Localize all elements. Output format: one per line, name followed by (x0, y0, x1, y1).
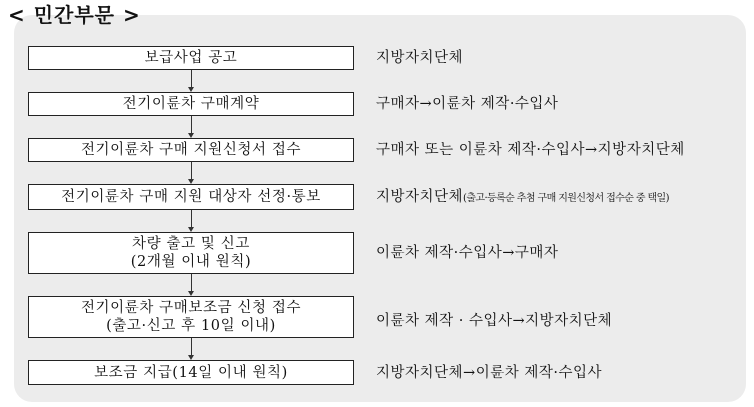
step-3-text: 전기이륜차 구매 지원신청서 접수 (80, 142, 302, 158)
flow-arrow-2 (183, 116, 199, 138)
step-7-actor-text: 지방자치단체→이륜차 제작·수입사 (376, 365, 602, 381)
step-2-actor-text: 구매자→이륜차 제작·수입사 (376, 96, 559, 112)
step-6-actor-text: 이륜차 제작 · 수입사→지방자치단체 (376, 313, 613, 329)
flow-arrow-3 (183, 162, 199, 184)
step-6-text-line-2: (출고·신고 후 10일 이내) (106, 318, 276, 334)
step-box-1 (28, 46, 354, 70)
step-6-actor (376, 312, 612, 330)
step-box-5 (28, 232, 354, 274)
step-5-text-line-2: (2개월 이내 원칙) (130, 254, 252, 270)
step-4-actor (376, 188, 669, 208)
step-1-actor (376, 49, 463, 67)
step-box-4 (28, 184, 354, 210)
step-box-6 (28, 296, 354, 338)
step-4-actor-text: 지방자치단체 (376, 189, 464, 205)
step-4-text: 전기이륜차 구매 지원 대상자 선정·통보 (61, 189, 321, 205)
step-6-text-line-1: 전기이륜차 구매보조금 신청 접수 (80, 300, 302, 316)
flow-arrow-4 (183, 210, 199, 232)
flow-arrow-6 (183, 338, 199, 360)
step-1-actor-text: 지방자치단체 (376, 50, 464, 66)
step-2-actor (376, 95, 558, 113)
step-1-text: 보급사업 공고 (144, 50, 238, 66)
step-7-text: 보조금 지급(14일 이내 원칙) (94, 364, 288, 381)
step-4-actor-note: (출고·등록순 추첨 구매 지원신청서 접수순 중 택일) (463, 193, 669, 204)
diagram-title: < 민간부문 > (8, 3, 141, 27)
step-box-2 (28, 92, 354, 116)
step-3-actor (376, 141, 685, 159)
step-5-actor-text: 이륜차 제작·수입사→구매자 (376, 245, 559, 261)
step-5-actor (376, 244, 558, 262)
step-box-3 (28, 138, 354, 162)
flow-arrow-1 (183, 70, 199, 92)
step-box-7 (28, 360, 354, 385)
step-5-text-line-1: 차량 출고 및 신고 (132, 236, 250, 252)
step-3-actor-text: 구매자 또는 이륜차 제작·수입사→지방자치단체 (376, 142, 685, 158)
flow-arrow-5 (183, 274, 199, 296)
step-7-actor (376, 364, 602, 382)
step-2-text: 전기이륜차 구매계약 (122, 96, 260, 112)
